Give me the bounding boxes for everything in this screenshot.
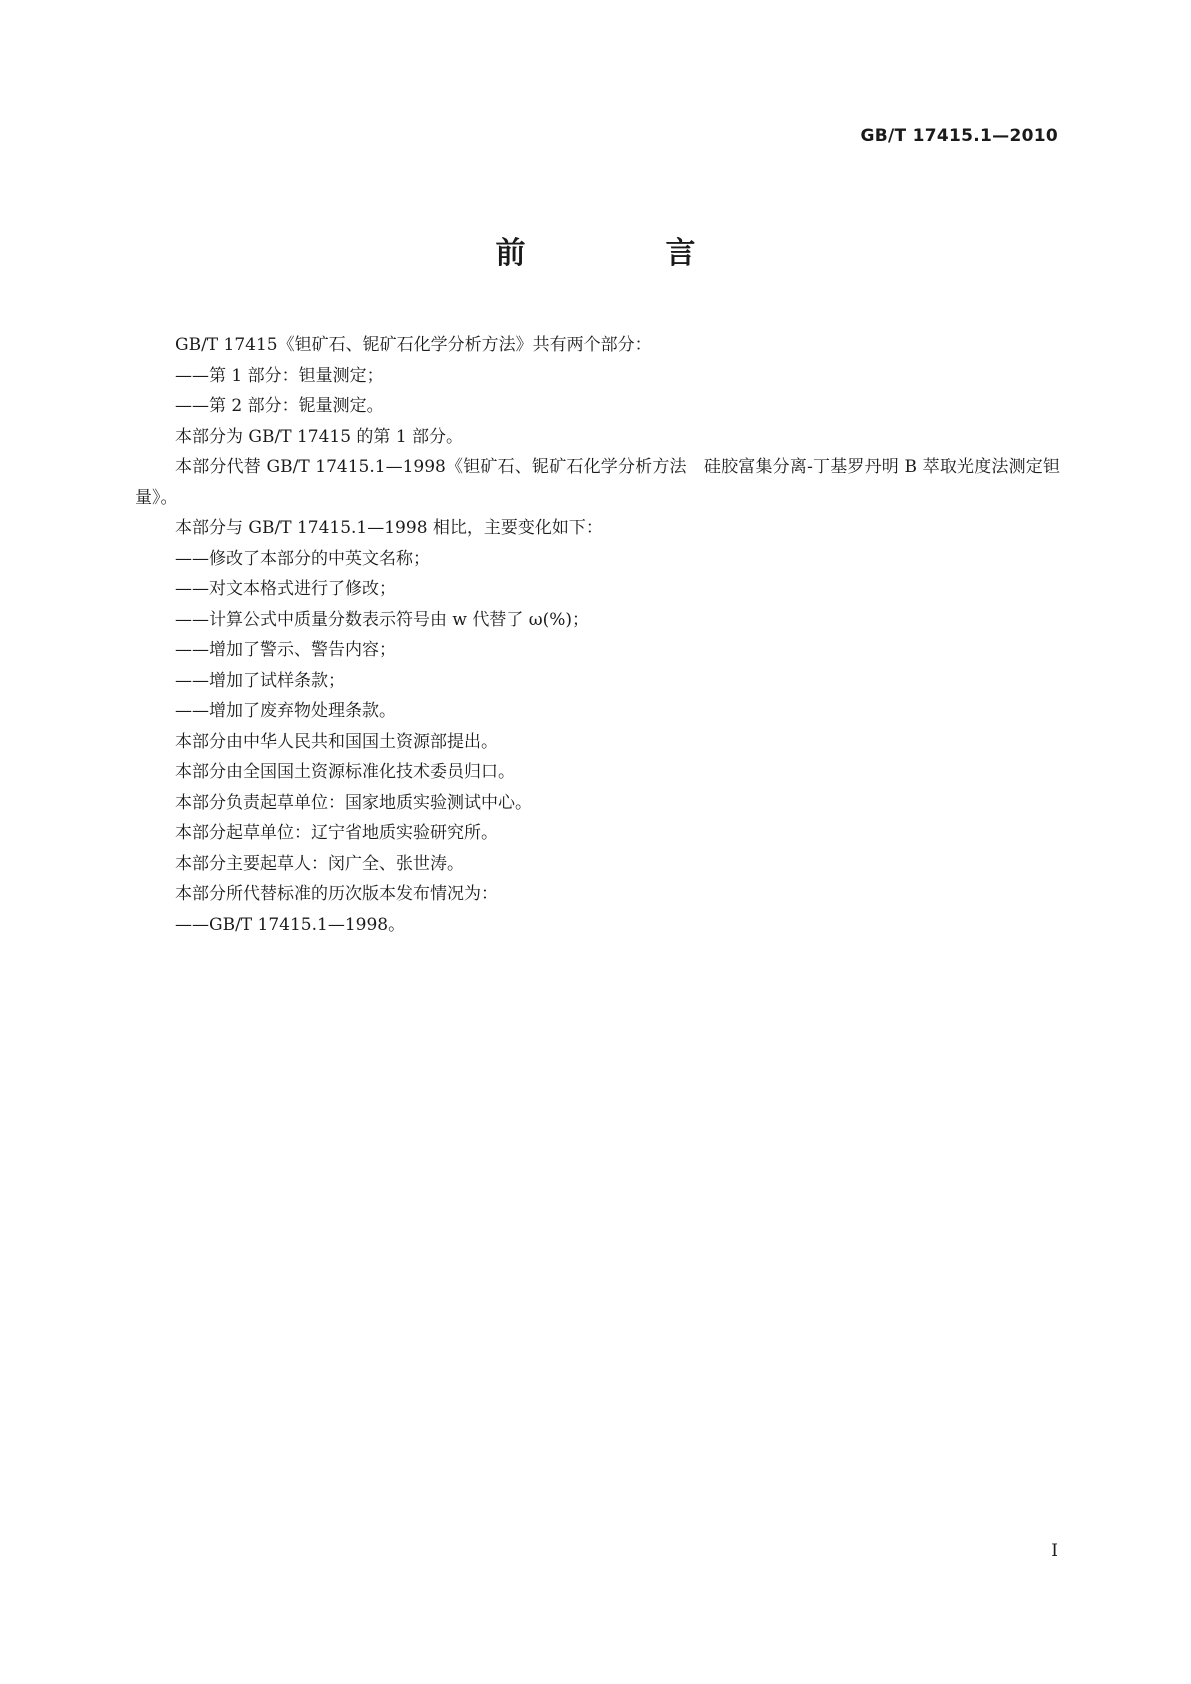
list-item: ——GB/T 17415.1—1998。 xyxy=(175,914,406,935)
standard-code: GB/T 17415.1—2010 xyxy=(860,126,1058,146)
paragraph: 本部分由全国国土资源标准化技术委员归口。 xyxy=(175,762,515,782)
paragraph: 本部分由中华人民共和国国土资源部提出。 xyxy=(175,731,498,752)
list-item: ——增加了废弃物处理条款。 xyxy=(175,701,396,721)
list-item: ——增加了警示、警告内容； xyxy=(175,640,396,660)
list-item: ——对文本格式进行了修改； xyxy=(175,579,396,599)
list-item: ——修改了本部分的中英文名称； xyxy=(175,548,430,569)
list-item: ——计算公式中质量分数表示符号由 w 代替了 ω(%)； xyxy=(175,609,590,630)
paragraph: 本部分主要起草人：闵广全、张世涛。 xyxy=(175,853,464,874)
foreword-body xyxy=(135,330,1060,940)
paragraph: 本部分代替 GB/T 17415.1—1998《钽矿石、铌矿石化学分析方法 硅胶富集分离-丁基罗丹明 B 萃取光度法测定钽量》。 xyxy=(135,457,1060,508)
paragraph: 本部分为 GB/T 17415 的第 1 部分。 xyxy=(175,426,464,447)
paragraph: 本部分起草单位：辽宁省地质实验研究所。 xyxy=(175,823,498,843)
list-item: ——增加了试样条款； xyxy=(175,670,345,691)
paragraph: 本部分与 GB/T 17415.1—1998 相比，主要变化如下： xyxy=(175,518,603,538)
page-number: I xyxy=(1051,1541,1058,1561)
paragraph: 本部分负责起草单位：国家地质实验测试中心。 xyxy=(175,792,532,813)
list-item: ——第 1 部分：钽量测定； xyxy=(175,365,384,386)
paragraph: GB/T 17415《钽矿石、铌矿石化学分析方法》共有两个部分： xyxy=(175,335,652,355)
paragraph: 本部分所代替标准的历次版本发布情况为： xyxy=(175,884,498,904)
list-item: ——第 2 部分：铌量测定。 xyxy=(175,396,384,416)
page-title: 前 言 xyxy=(495,236,751,271)
